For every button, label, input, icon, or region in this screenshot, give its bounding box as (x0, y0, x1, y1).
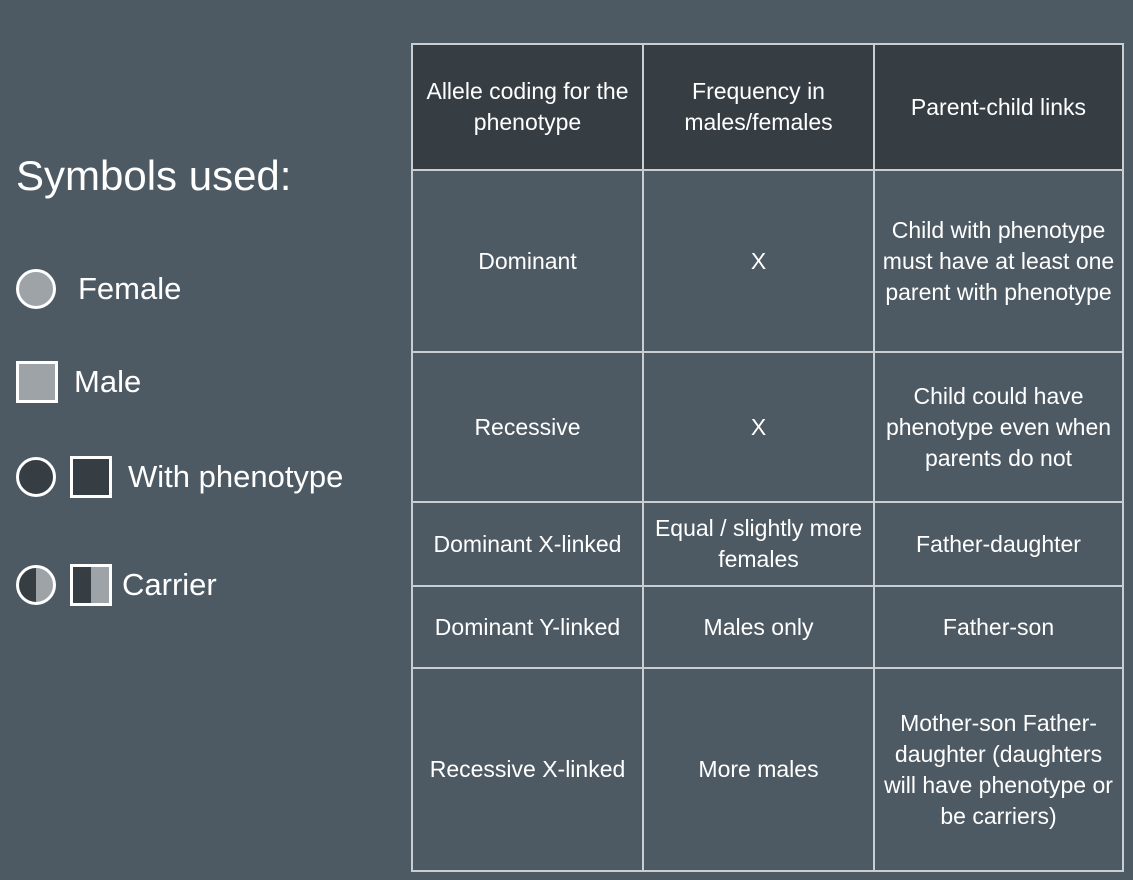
legend-item-male (16, 361, 141, 403)
table-row (412, 352, 1123, 502)
table-row (412, 502, 1123, 586)
cell-frequency: X (643, 352, 874, 502)
legend-item-carrier (16, 564, 217, 606)
header-allele-coding: Allele coding for the phenotype (412, 44, 643, 170)
cell-links: Father-son (874, 586, 1123, 668)
cell-links: Mother-son Father-daughter (daughters will have phenotype or be carriers) (874, 668, 1123, 871)
cell-links: Father-daughter (874, 502, 1123, 586)
phenotype-square-icon (70, 456, 112, 498)
cell-frequency: More males (643, 668, 874, 871)
carrier-circle-icon (16, 565, 56, 605)
inheritance-table (411, 43, 1124, 872)
table-row (412, 668, 1123, 871)
table-row (412, 586, 1123, 668)
symbol-legend (0, 0, 400, 880)
cell-frequency: X (643, 170, 874, 352)
header-frequency: Frequency in males/females (643, 44, 874, 170)
cell-links: Child with phenotype must have at least one parent with phenotype (874, 170, 1123, 352)
cell-allele: Dominant X-linked (412, 502, 643, 586)
legend-label-female: Female (78, 271, 182, 306)
male-square-icon (16, 361, 58, 403)
legend-label-with-phenotype: With phenotype (128, 459, 344, 494)
legend-item-female (16, 268, 181, 310)
header-parent-child-links: Parent-child links (874, 44, 1123, 170)
cell-allele: Dominant (412, 170, 643, 352)
carrier-square-icon (70, 564, 112, 606)
cell-frequency: Equal / slightly more females (643, 502, 874, 586)
phenotype-circle-icon (16, 457, 56, 497)
table-row (412, 170, 1123, 352)
legend-item-with-phenotype (16, 456, 343, 498)
legend-title: Symbols used: (16, 152, 292, 199)
table-header-row (412, 44, 1123, 170)
cell-allele: Recessive X-linked (412, 668, 643, 871)
cell-links: Child could have phenotype even when parents do not (874, 352, 1123, 502)
legend-label-male: Male (74, 364, 142, 399)
legend-label-carrier: Carrier (122, 567, 217, 602)
cell-frequency: Males only (643, 586, 874, 668)
cell-allele: Recessive (412, 352, 643, 502)
cell-allele: Dominant Y-linked (412, 586, 643, 668)
female-circle-icon (16, 269, 56, 309)
